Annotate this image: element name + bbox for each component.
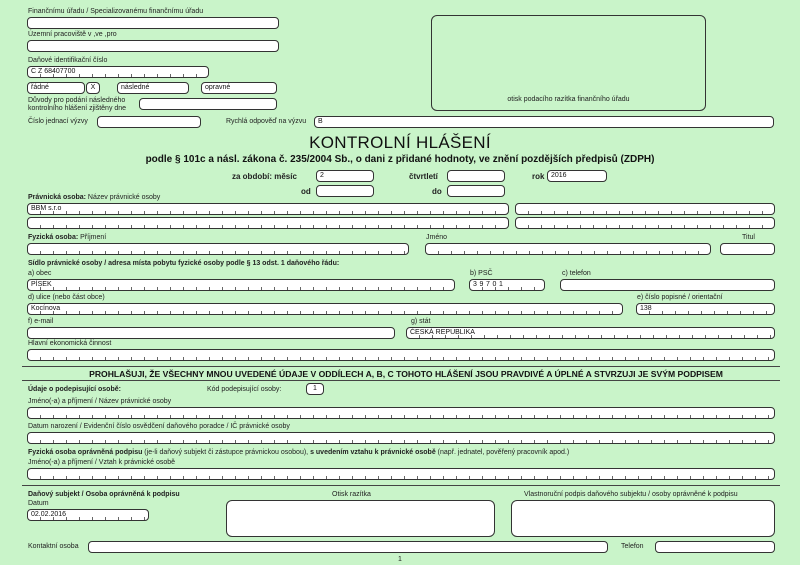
- subsequent-filing-label: následné: [121, 84, 150, 91]
- activity-label: Hlavní ekonomická činnost: [28, 340, 112, 347]
- seat-label: Sídlo právnické osoby / adresa místa pobytu fyzické osoby podle § 13 odst. 1 daňového řádu:: [28, 260, 340, 267]
- town-field[interactable]: PÍSEK: [27, 279, 455, 291]
- contact-phone-field[interactable]: [655, 541, 775, 553]
- authorized-person-label-bold: Fyzická osoba oprávněná podpisu: [28, 449, 143, 456]
- natural-person-label: [28, 234, 106, 242]
- street-label: d) ulice (nebo část obce): [28, 294, 105, 301]
- birth-date-field[interactable]: [27, 432, 775, 444]
- period-year-label: rok: [532, 172, 545, 181]
- signer-code-field[interactable]: 1: [306, 383, 324, 395]
- birth-date-label: Datum narození / Evidenční číslo osvědčení daňového poradce / IČ právnické osoby: [28, 423, 290, 430]
- relation-field[interactable]: [27, 468, 775, 480]
- contact-phone-label: Telefon: [621, 543, 644, 550]
- signer-code-label: Kód podepisující osoby:: [207, 386, 282, 393]
- phone-label: c) telefon: [562, 270, 591, 277]
- activity-field[interactable]: [27, 349, 775, 361]
- contact-person-field[interactable]: [88, 541, 608, 553]
- signature-box[interactable]: [511, 500, 775, 537]
- stamp-impression-label: Otisk razítka: [332, 491, 371, 498]
- period-year-field[interactable]: 2016: [547, 170, 607, 182]
- relation-label: Jméno(-a) a příjmení / Vztah k právnické osobě: [28, 459, 176, 466]
- form-subtitle: podle § 101c a násl. zákona č. 235/2004 Sb., o dani z přidané hodnoty, ve znění pozdějších předpisů (ZDPH): [145, 154, 655, 165]
- legal-name-field-3[interactable]: [515, 203, 775, 215]
- legal-entity-label-bold: Právnická osoba:: [28, 194, 86, 201]
- title-label: Titul: [742, 234, 755, 241]
- house-number-label: e) číslo popisné / orientační: [637, 294, 723, 301]
- office-field[interactable]: [27, 17, 279, 29]
- surname-field[interactable]: [27, 243, 409, 255]
- signer-label: Údaje o podepisující osobě:: [28, 386, 121, 393]
- street-field[interactable]: Kocínova: [27, 303, 623, 315]
- page-number: 1: [398, 556, 402, 563]
- quick-reply-label: Rychlá odpověď na výzvu: [226, 118, 307, 125]
- signer-name-field[interactable]: [27, 407, 775, 419]
- office-label: Finančnímu úřadu / Specializovanému finančnímu úřadu: [28, 8, 204, 15]
- declaration-divider-top: [22, 366, 780, 367]
- corrective-filing-field[interactable]: [201, 82, 277, 94]
- natural-person-label-bold: Fyzická osoba:: [28, 234, 79, 241]
- contact-person-label: Kontaktní osoba: [28, 543, 79, 550]
- office-stamp-label: otisk podacího razítka finančního úřadu: [507, 96, 630, 103]
- signature-divider: [22, 485, 780, 486]
- subject-label: Daňový subjekt / Osoba oprávněná k podpisu: [28, 491, 180, 498]
- subsequent-filing-field[interactable]: [117, 82, 189, 94]
- surname-label: Příjmení: [80, 234, 107, 241]
- territorial-office-label: Územní pracoviště v ,ve ,pro: [28, 31, 117, 38]
- academic-title-field[interactable]: [720, 243, 775, 255]
- declaration-divider-bottom: [22, 380, 780, 381]
- period-month-label: za období: měsíc: [232, 172, 297, 181]
- signer-name-label: Jméno(-a) a příjmení / Název právnické osoby: [28, 398, 172, 405]
- legal-name-field-2[interactable]: [27, 217, 509, 229]
- phone-field[interactable]: [560, 279, 775, 291]
- period-from-label: od: [301, 187, 311, 196]
- regular-filing-checkbox[interactable]: X: [86, 82, 100, 94]
- legal-name-field-1[interactable]: BBM s.r.o: [27, 203, 509, 215]
- tax-id-field[interactable]: C Z 68407700: [27, 66, 209, 78]
- state-label: g) stát: [411, 318, 431, 325]
- date-label: Datum: [28, 500, 49, 507]
- legal-entity-label: [28, 194, 160, 202]
- zip-field[interactable]: 39701: [469, 279, 545, 291]
- authorized-person-label-mid: (je-li daňový subjekt či zástupce právnickou osobou),: [142, 449, 311, 456]
- zip-label: b) PSČ: [470, 270, 493, 277]
- tax-id-label: Daňové identifikační číslo: [28, 57, 108, 64]
- period-month-field[interactable]: 2: [316, 170, 374, 182]
- regular-filing-field[interactable]: [27, 82, 85, 94]
- period-quarter-label: čtvrtletí: [409, 172, 438, 181]
- quick-reply-field[interactable]: B: [314, 116, 774, 128]
- email-label: f) e-mail: [28, 318, 54, 325]
- corrective-filing-label: opravné: [205, 84, 231, 91]
- state-field[interactable]: ČESKÁ REPUBLIKA: [406, 327, 775, 339]
- period-to-label: do: [432, 187, 442, 196]
- signature-label: Vlastnoruční podpis daňového subjektu / osoby oprávněné k podpisu: [524, 491, 738, 498]
- declaration-statement: PROHLAŠUJI, ŽE VŠECHNY MNOU UVEDENÉ ÚDAJE V ODDÍLECH A, B, C TOHOTO HLÁŠENÍ JSOU PRAVDIVÉ A ÚPLNÉ A STVRZUJI JE SVÝM PODPISEM: [89, 369, 723, 379]
- first-name-label: Jméno: [426, 234, 448, 241]
- email-field[interactable]: [27, 327, 395, 339]
- authorized-person-label-bold2: s uvedením vztahu k právnické osobě: [310, 449, 436, 456]
- house-number-field[interactable]: 138: [636, 303, 775, 315]
- period-quarter-field[interactable]: [447, 170, 505, 182]
- reasons-date-field[interactable]: [139, 98, 277, 110]
- form-title: KONTROLNÍ HLÁŠENÍ: [309, 133, 491, 152]
- territorial-office-field[interactable]: [27, 40, 279, 52]
- authorized-person-label-tail: (např. jednatel, pověřený pracovník apod.): [435, 449, 570, 456]
- authorized-person-label: [28, 449, 569, 457]
- reasons-label-2: kontrolního hlášení zjištěny dne: [28, 105, 127, 112]
- period-to-field[interactable]: [447, 185, 505, 197]
- legal-entity-label-rest: Název právnické osoby: [87, 194, 161, 201]
- date-field[interactable]: 02.02.2016: [27, 509, 149, 521]
- ref-number-field[interactable]: [97, 116, 201, 128]
- regular-filing-label: řádné: [31, 84, 49, 91]
- period-from-field[interactable]: [316, 185, 374, 197]
- reasons-label-1: Důvody pro podání následného: [28, 97, 126, 104]
- ref-number-label: Číslo jednací výzvy: [28, 118, 88, 125]
- stamp-impression-box[interactable]: [226, 500, 495, 537]
- office-stamp-box: [431, 15, 706, 111]
- town-label: a) obec: [28, 270, 52, 277]
- first-name-field[interactable]: [425, 243, 711, 255]
- legal-name-field-4[interactable]: [515, 217, 775, 229]
